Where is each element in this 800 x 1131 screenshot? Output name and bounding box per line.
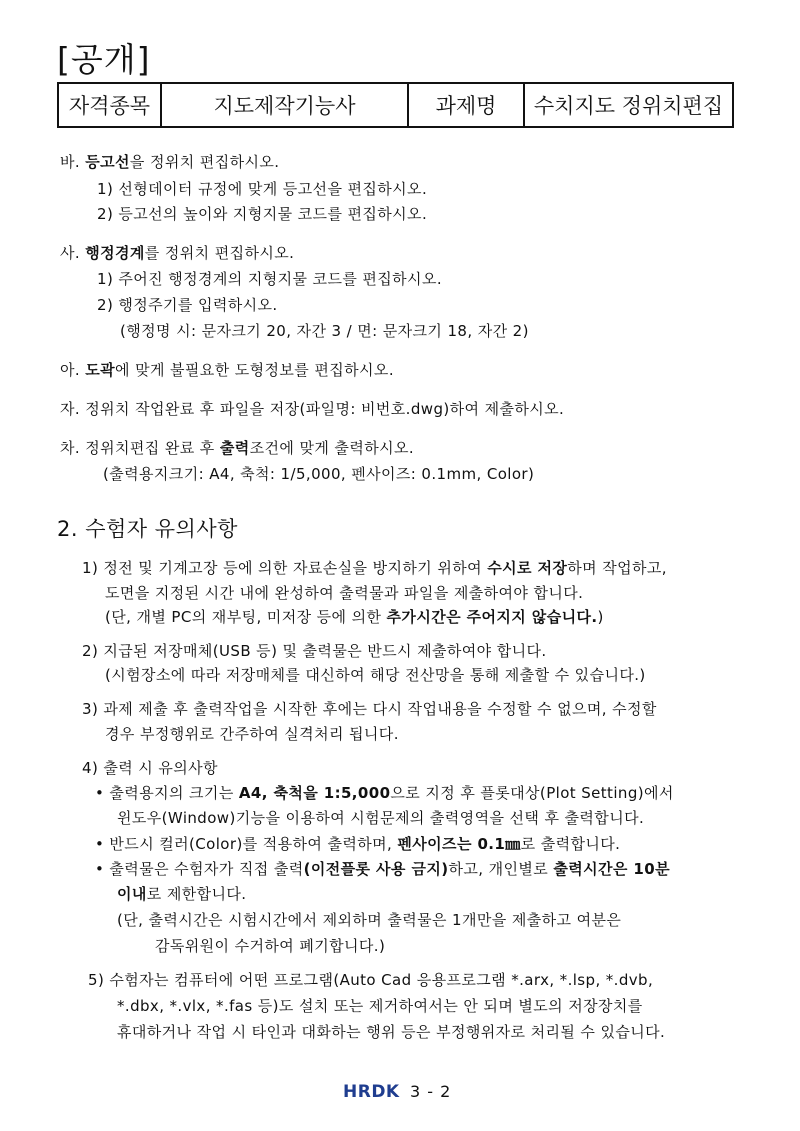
note-4-bullet-3-line-2: 이내로 제한합니다. (117, 885, 247, 903)
note-1-line-2: 도면을 지정된 시간 내에 완성하여 출력물과 파일을 제출하여야 합니다. (105, 584, 584, 602)
header-table (57, 82, 734, 128)
note-4-bullet-3-line-3: (단, 출력시간은 시험시간에서 제외하며 출력물은 1개만을 제출하고 여분은 (117, 911, 622, 929)
note-2-line-2: (시험장소에 따라 저장매체를 대신하여 해당 전산망을 통해 제출할 수 있습니다.) (105, 666, 646, 684)
note-4-bullet-3-line-1: • 출력물은 수험자가 직접 출력(이전플롯 사용 금지)하고, 개인별로 출력시간은 10분 (95, 860, 670, 878)
section-cha-heading: 차. 정위치편집 완료 후 출력조건에 맞게 출력하시오. (60, 439, 415, 457)
note-4-bullet-1-line-2: 윈도우(Window)기능을 이용하여 시험문제의 출력영역을 선택 후 출력합니다. (117, 809, 645, 827)
note-3-line-1: 3) 과제 제출 후 출력작업을 시작한 후에는 다시 작업내용을 수정할 수 없으며, 수정할 (82, 700, 657, 718)
note-1-line-3: (단, 개별 PC의 재부팅, 미저장 등에 의한 추가시간은 주어지지 않습니다.) (105, 608, 604, 626)
note-4-bullet-3-line-4: 감독위원이 수거하여 폐기합니다.) (155, 937, 386, 955)
section-sa-item-2: 2) 행정주기를 입력하시오. (97, 296, 278, 314)
document-title: [공개] (57, 40, 151, 79)
section-sa-note: (행정명 시: 문자크기 20, 자간 3 / 면: 문자크기 18, 자간 2) (120, 322, 529, 340)
note-5-line-2: *.dbx, *.vlx, *.fas 등)도 설치 또는 제거하여서는 안 되며 별도의 저장장치를 (117, 997, 643, 1015)
note-3-line-2: 경우 부정행위로 간주하여 실격처리 됩니다. (105, 725, 399, 743)
task-value: 수치지도 정위치편집 (524, 83, 733, 127)
note-1-line-1: 1) 정전 및 기계고장 등에 의한 자료손실을 방지하기 위하여 수시로 저장하며 작업하고, (82, 559, 667, 577)
section-ba-item-2: 2) 등고선의 높이와 지형지물 코드를 편집하시오. (97, 205, 428, 223)
hrdk-logo: HRDK (343, 1082, 400, 1102)
section-ba-item-1: 1) 선형데이터 규정에 맞게 등고선을 편집하시오. (97, 180, 428, 198)
section-ba-heading: 바. 등고선을 정위치 편집하시오. (60, 153, 280, 171)
section-ja-heading: 자. 정위치 작업완료 후 파일을 저장(파일명: 비번호.dwg)하여 제출하시오. (60, 400, 565, 418)
qualification-value: 지도제작기능사 (161, 83, 408, 127)
section-a-heading: 아. 도곽에 맞게 불필요한 도형정보를 편집하시오. (60, 361, 394, 379)
note-2-line-1: 2) 지급된 저장매체(USB 등) 및 출력물은 반드시 제출하여야 합니다. (82, 642, 547, 660)
note-4-bullet-2: • 반드시 컬러(Color)를 적용하여 출력하며, 펜사이즈는 0.1㎜로 출력합니다. (95, 835, 621, 853)
note-4-title: 4) 출력 시 유의사항 (82, 759, 218, 777)
section-sa-item-1: 1) 주어진 행정경계의 지형지물 코드를 편집하시오. (97, 270, 443, 288)
note-5-line-3: 휴대하거나 작업 시 타인과 대화하는 행위 등은 부정행위자로 처리될 수 있습니다. (117, 1023, 666, 1041)
note-4-bullet-1-line-1: • 출력용지의 크기는 A4, 축척을 1:5,000으로 지정 후 플롯대상(Plot Setting)에서 (95, 784, 674, 802)
page-number: 3 - 2 (410, 1082, 452, 1101)
task-label: 과제명 (408, 83, 524, 127)
qualification-label: 자격종목 (58, 83, 161, 127)
section-sa-heading: 사. 행정경계를 정위치 편집하시오. (60, 244, 295, 262)
section-cha-note: (출력용지크기: A4, 축척: 1/5,000, 펜사이즈: 0.1mm, Color) (103, 465, 535, 483)
section-2-title: 2. 수험자 유의사항 (57, 517, 238, 541)
note-5-line-1: 5) 수험자는 컴퓨터에 어떤 프로그램(Auto Cad 응용프로그램 *.arx, *.lsp, *.dvb, (88, 971, 654, 989)
